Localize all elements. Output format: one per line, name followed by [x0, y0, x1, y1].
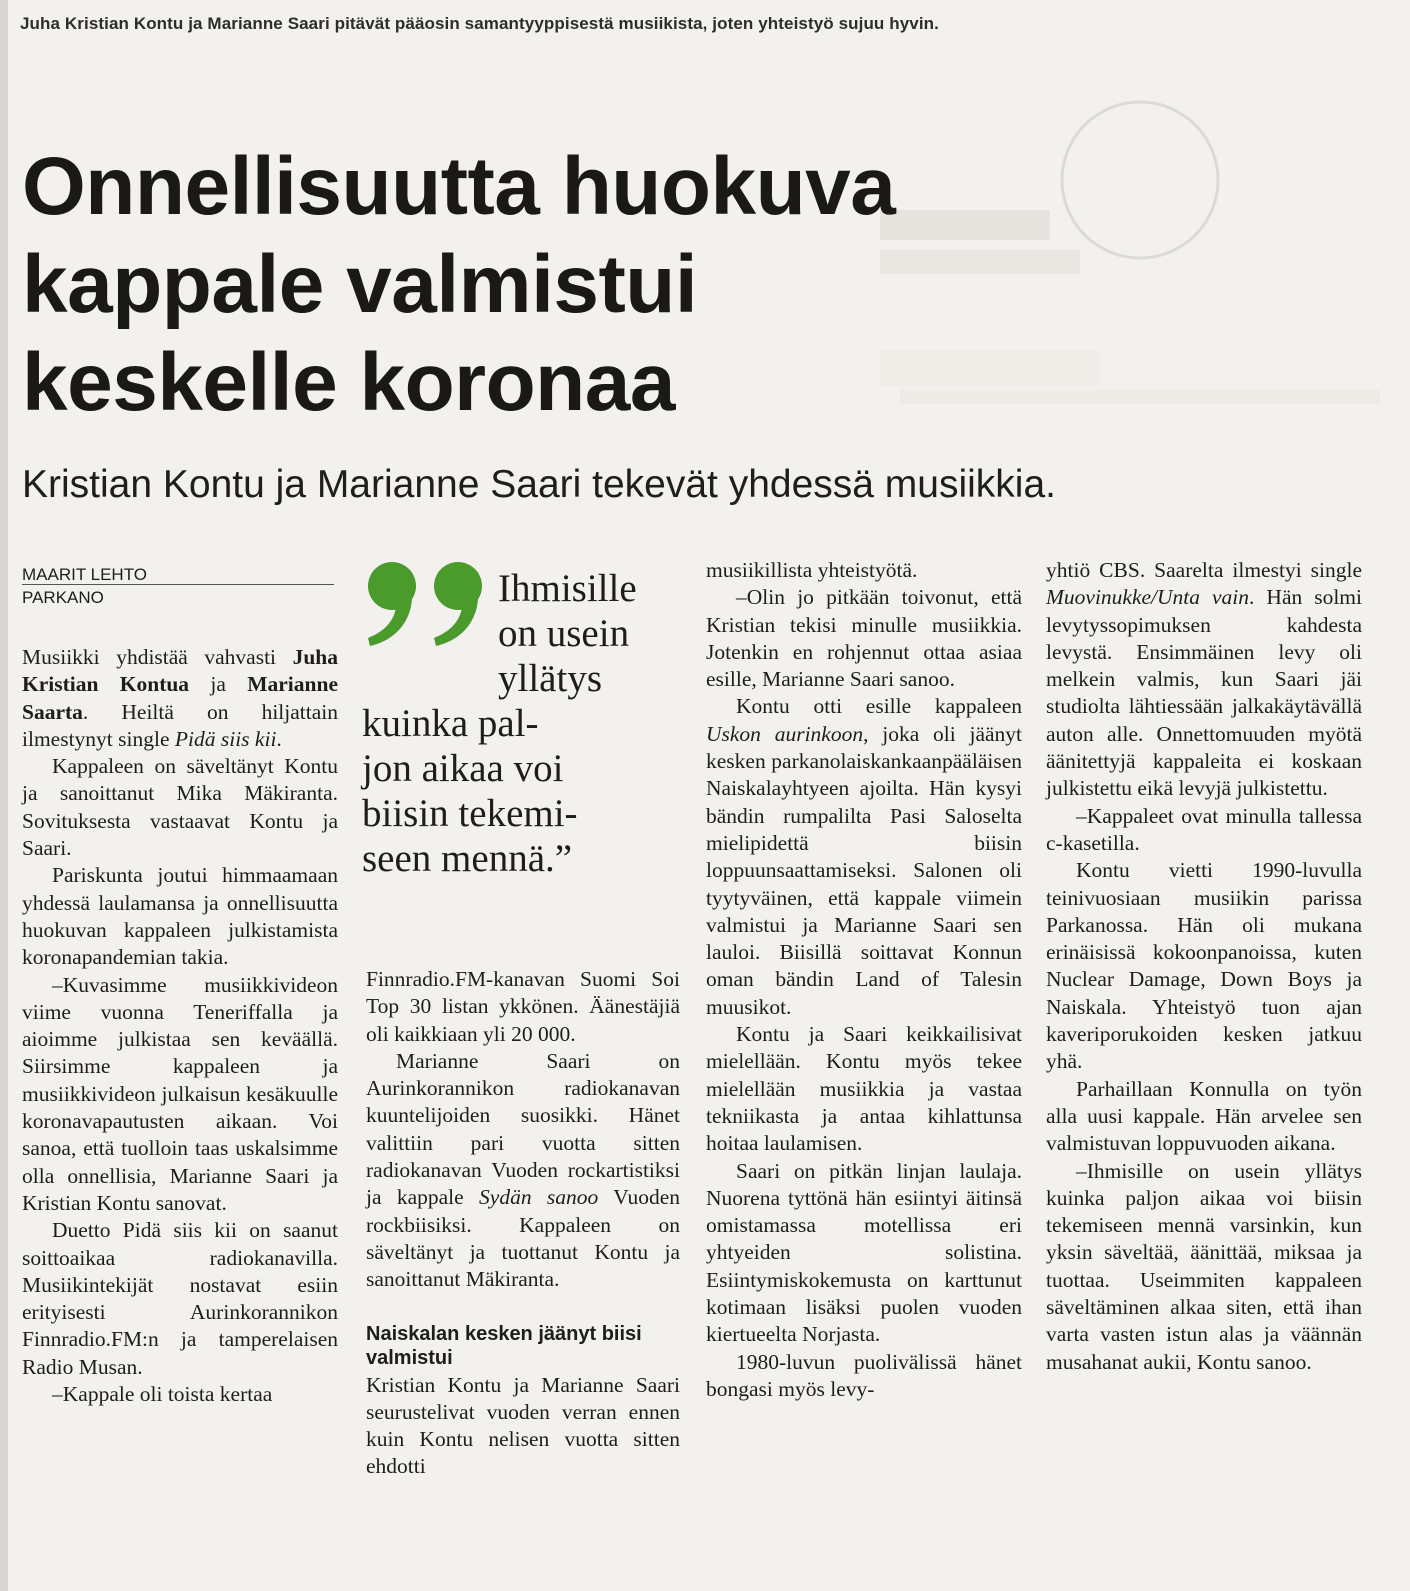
page-edge — [0, 0, 8, 1591]
paragraph: Saari on pitkän linjan laulaja. Nuorena tyttönä hän esiintyi äitinsä omistamassa motellissa eri yhtyeiden solistina. Esiintymiskokemusta on karttunut kotimaan lisäksi puolen vuoden kiertueelta Norjasta. — [706, 1158, 1022, 1347]
paragraph: Kappaleen on säveltänyt Kontu ja sanoittanut Mika Mäkiranta. Sovituksesta vastaavat Kontu ja Saari. — [22, 754, 338, 861]
person-name: Juha Kristian Kontua — [22, 645, 338, 697]
paragraph: Kontu vietti 1990-luvulla teinivuosiaan musiikin parissa Parkanossa. Hän oli mukana erinäisissä kokoonpanoissa, kuten Nuclear Damage, Down Boys ja Naiskala. Yhteistyö tuon ajan kaveriporukoiden kesken jatkuu yhä. — [1046, 858, 1362, 1074]
text-run: Vuoden rockbiisiksi. Kappaleen on säveltänyt ja tuottanut Kontu ja sanoittanut Mäkiranta. — [366, 1185, 680, 1292]
text-run: . Heiltä on hiljattain ilmestynyt single — [22, 699, 338, 751]
song-title: Uskon aurinkoon — [706, 721, 864, 746]
article-column-3 — [706, 557, 1022, 1403]
text-run: . — [276, 726, 282, 751]
text-run: yhtiö CBS. Saarelta ilmestyi single — [1046, 558, 1362, 582]
paragraph: Pariskunta joutui himmaamaan yhdessä laulamansa ja onnellisuutta huokuvan kappaleen julkistamista koronapandemian takia. — [22, 863, 338, 970]
text-run: , joka oli jäänyt kesken parkanolaiskankaanpääläisen Naiskalayhtyeen ajoilta. Hän kysyi bändin rumpalilta Pasi Saloselta mielipidettä biisin loppuunsaattamiseksi. Salonen oli tyytyväinen, että kappale viimein valmistui ja Marianne Saari sen lauloi. Biisillä soittavat Konnun oman bändin Land of Talesin muusikot. — [706, 721, 1022, 1019]
pull-quote — [362, 560, 692, 890]
paragraph: Finnradio.FM-kanavan Suomi Soi Top 30 listan ykkönen. Äänestäjiä oli kaikkiaan yli 20 000. — [366, 967, 680, 1046]
article-column-1 — [22, 644, 338, 1408]
pull-quote-line: kuinka pal- — [362, 702, 539, 745]
section-subheading: Naiskalan kesken jäänyt biisi valmistui — [366, 1322, 642, 1369]
headline-line: kappale valmistui — [22, 239, 698, 330]
text-run: Marianne Saari on Aurinkorannikon radiokanavan kuuntelijoiden suosikki. Hänet valittiin pari vuotta sitten radiokanavan Vuoden rockartistiksi ja kappale — [366, 1048, 680, 1210]
paragraph: Parhaillaan Konnulla on työn alla uusi kappale. Hän arvelee sen valmistuvan loppuvuoden aikana. — [1046, 1076, 1362, 1156]
article-column-4 — [1046, 557, 1362, 1376]
byline-rule — [22, 584, 334, 585]
byline-place: PARKANO — [22, 588, 104, 607]
song-title: Sydän sanoo — [479, 1185, 599, 1210]
article-subheadline: Kristian Kontu ja Marianne Saari tekevät yhdessä musiikkia. — [22, 463, 1056, 506]
pull-quote-line: biisin tekemi- — [362, 792, 578, 835]
paragraph — [366, 1048, 680, 1294]
paragraph: –Kuvasimme musiikkivideon viime vuonna Teneriffalla ja aioimme julkistaa sen keväällä. Siirsimme kappaleen ja musiikkivideon julkaisun kesäkuulle koronavapautusten aikaan. Voi sanoa, että tuolloin taas uskalsimme olla onnellisia, Marianne Saari ja Kristian Kontu sanovat. — [22, 972, 338, 1215]
paragraph: Kristian Kontu ja Marianne Saari seurustelivat vuoden verran ennen kuin Kontu nelisen vuotta sitten ehdotti — [366, 1372, 680, 1479]
headline-line: keskelle koronaa — [22, 337, 675, 428]
paragraph: Kontu ja Saari keikkailisivat mielellään. Kontu myös tekee mielellään musiikkia ja vastaa tekniikasta ja antaa kihlattunsa hoitaa laulamisen. — [706, 1022, 1022, 1156]
paragraph: 1980-luvun puolivälissä hänet bongasi myös levy- — [706, 1349, 1022, 1401]
byline-author: MAARIT LEHTO — [22, 565, 148, 584]
pull-quote-line: yllätys — [498, 657, 602, 700]
article-column-2 — [366, 966, 680, 1481]
paragraph: –Kappaleet ovat minulla tallessa c-kasetilla. — [1046, 803, 1362, 855]
pull-quote-line: on usein — [498, 612, 630, 655]
person-name: Marianne Saarta — [22, 672, 338, 724]
pull-quote-line: jon aikaa voi — [362, 747, 564, 790]
paragraph — [22, 644, 338, 753]
byline — [22, 563, 332, 609]
pull-quote-line: seen mennä.” — [362, 837, 573, 880]
paragraph: musiikillista yhteistyötä. — [706, 558, 918, 582]
paragraph: –Olin jo pitkään toivonut, että Kristian tekisi minulle musiikkia. Jotenkin en rohjennut ottaa asiaa esille, Marianne Saari sanoo. — [706, 585, 1022, 692]
headline-line: Onnellisuutta huokuva — [22, 141, 896, 232]
text-run: Kontu otti esille kappaleen — [736, 694, 1022, 719]
text-run: ja — [189, 672, 248, 697]
paragraph — [706, 693, 1022, 1021]
pull-quote-line: Ihmisille — [498, 567, 637, 610]
text-run: . Hän solmi levytyssopimuksen kahdesta levystä. Ensimmäinen levy oli melkein valmis, kun Saari jäi studiolta lähtiessään jalkakäytävällä auton alle. Onnettomuuden myötä äänitettyjä kappaleita ei koskaan julkistettu eikä levyjä julkistettu. — [1046, 585, 1363, 801]
paragraph — [1046, 557, 1362, 803]
song-title: Pidä siis kii — [174, 726, 277, 751]
pull-quote-text — [362, 560, 692, 881]
photo-caption: Juha Kristian Kontu ja Marianne Saari pitävät pääosin samantyyppisestä musiikista, joten yhteistyö sujuu hyvin. — [20, 14, 939, 33]
paragraph: Duetto Pidä siis kii on saanut soittoaikaa radiokanavilla. Musiikintekijät nostavat esiin erityisesti Aurinkorannikon Finnradio.FM:n ja tamperelaisen Radio Musan. — [22, 1218, 338, 1379]
text-run: Musiikki yhdistää vahvasti — [22, 645, 293, 669]
paragraph: –Ihmisille on usein yllätys kuinka paljon aikaa voi biisin tekemiseen mennä varsinkin, kun yksin säveltää, äänittää, miksaa ja tuottaa. Useimmiten kappaleen säveltäminen alkaa siten, että ihan varta vasten istun alas ja väännän musahanat aukii, Kontu sanoo. — [1046, 1158, 1362, 1374]
paragraph: –Kappale oli toista kertaa — [52, 1382, 273, 1407]
song-title: Muovinukke/Unta vain — [1046, 585, 1250, 610]
article-headline — [22, 138, 1362, 432]
